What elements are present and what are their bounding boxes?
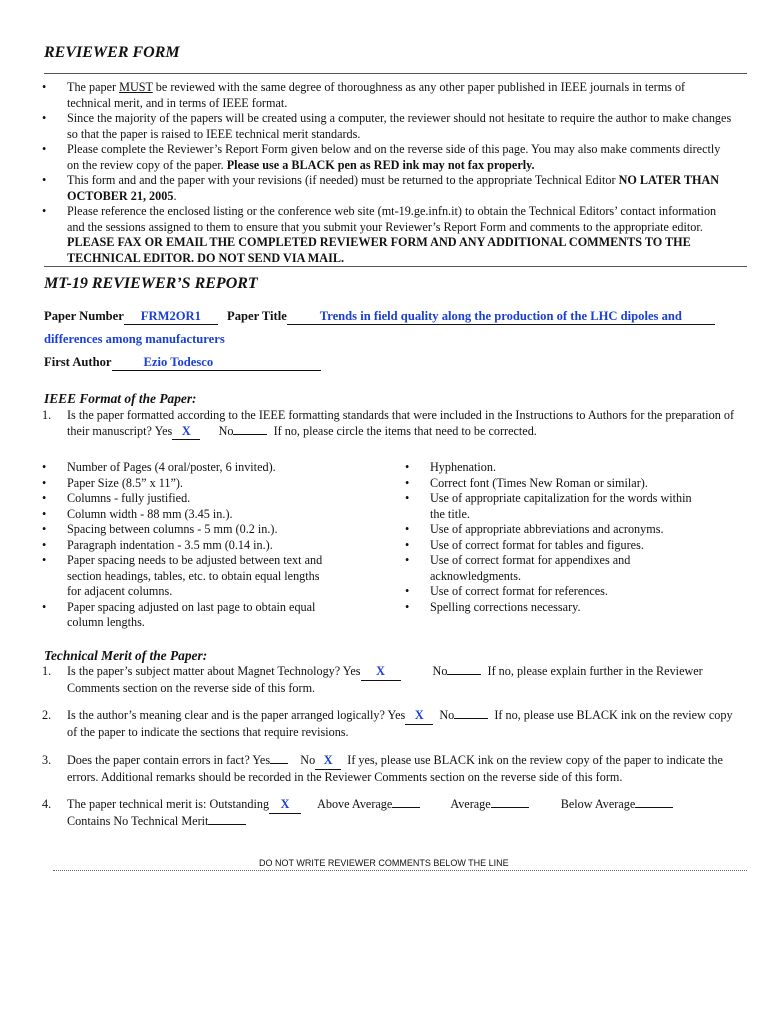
list-item: • Number of Pages (4 oral/poster, 6 invited).: [42, 460, 276, 474]
merit-question-2: 2. Is the author’s meaning clear and is the paper arranged logically? Yes X No If no, please use BLACK ink on the review copy of the paper to indicate the sections that require revisions.: [42, 708, 733, 739]
list-item: • Correct font (Times New Roman or similar).: [405, 475, 648, 490]
comments-divider-line: [53, 870, 747, 871]
list-item: • Spacing between columns - 5 mm (0.2 in.).: [42, 522, 278, 536]
ieee-format-heading: IEEE Format of the Paper:: [44, 391, 197, 406]
list-item: • Paragraph indentation - 3.5 mm (0.14 in.).: [42, 537, 273, 552]
merit-question-3: 3. Does the paper contain errors in fact? Yes No X If yes, please use BLACK ink on the review copy of the paper to indicate the errors. Additional remarks should be recorded in the Reviewer Comments section on the reverse side of this form.: [42, 753, 723, 784]
merit-above-average-field[interactable]: [392, 807, 420, 808]
list-item: • Column width - 88 mm (3.45 in.).: [42, 506, 233, 521]
footer-note: DO NOT WRITE REVIEWER COMMENTS BELOW THE LINE: [259, 858, 509, 868]
first-author-label: First Author: [44, 355, 112, 369]
paper-number-row: [44, 309, 218, 325]
list-item: • Use of correct format for tables and figures.: [405, 537, 644, 552]
paper-title-label: Paper Title: [227, 309, 287, 323]
list-item: • Paper spacing adjusted on last page to obtain equal column lengths.: [42, 599, 316, 629]
instruction-4: • This form and and the paper with your revisions (if needed) must be returned to the appropriate Technical Editor NO LATER THAN OCTOBER 21, 2005.: [42, 173, 720, 203]
list-item: • Use of correct format for appendixes and acknowledgments.: [405, 553, 631, 583]
instruction-3: • Please complete the Reviewer’s Report Form given below and on the reverse side of this page. You may also make comments directly on the review copy of the paper. Please use a BLACK pen as RED ink may not fax properly.: [42, 142, 721, 172]
list-item: • Paper Size (8.5” x 11”).: [42, 475, 183, 490]
merit-average-field[interactable]: [491, 807, 529, 808]
report-title: MT-19 REVIEWER’S REPORT: [44, 275, 258, 292]
paper-number-field[interactable]: FRM2OR1: [124, 309, 218, 325]
format-q1-yes-field[interactable]: X: [172, 424, 200, 441]
merit-question-4: 4. The paper technical merit is: Outstanding X Above Average Average Below Average Contains No Technical Merit: [42, 797, 742, 829]
paper-title-field[interactable]: Trends in field quality along the production of the LHC dipoles and: [287, 309, 715, 325]
instruction-2: • Since the majority of the papers will be created using a computer, the reviewer should not hesitate to require the author to make changes so that the paper is raised to IEEE technical merit standards.: [42, 111, 732, 141]
title-rule: [44, 73, 747, 74]
list-item: • Spelling corrections necessary.: [405, 599, 581, 614]
merit-below-average-field[interactable]: [635, 807, 673, 808]
paper-number-label: Paper Number: [44, 309, 124, 323]
format-question-1: 1. Is the paper formatted according to the IEEE formatting standards that were included in the Instructions to Authors for the preparation of their manuscript? Yes X No If no, please circle the items that need to be corrected.: [42, 408, 742, 440]
format-items-right: [405, 460, 705, 615]
report-rule: [44, 266, 747, 267]
merit-q1-no-field[interactable]: [447, 674, 481, 675]
merit-q2-yes-field[interactable]: X: [405, 708, 433, 725]
format-items-left: [42, 460, 332, 631]
paper-title-row: [227, 309, 715, 325]
technical-merit-heading: Technical Merit of the Paper:: [44, 648, 208, 663]
instruction-5: • Please reference the enclosed listing or the conference web site (mt-19.ge.infn.it) to obtain the Technical Editors’ contact information and the sessions assigned to them to ensure that you submit your Reviewer’s Report Form and comments to the appropriate editor. PLEASE FAX OR EMAIL THE COMPLETED REVIEWER FORM AND ANY ADDITIONAL COMMENTS TO THE TECHNICAL EDITOR. DO NOT SEND VIA MAIL.: [42, 204, 717, 265]
merit-no-merit-field[interactable]: [208, 824, 246, 825]
first-author-row: [44, 355, 321, 371]
instruction-1: • The paper MUST be reviewed with the same degree of thoroughness as any other paper published in IEEE journals in terms of technical merit, and in terms of IEEE format.: [42, 80, 686, 110]
merit-q1-yes-field[interactable]: X: [361, 664, 401, 681]
first-author-field[interactable]: Ezio Todesco: [112, 355, 321, 371]
merit-q3-yes-field[interactable]: [270, 763, 288, 764]
merit-q2-no-field[interactable]: [454, 718, 488, 719]
paper-title-continued[interactable]: differences among manufacturers: [44, 332, 225, 346]
format-q1-no-field[interactable]: [233, 434, 267, 435]
list-item: • Use of appropriate capitalization for the words within the title.: [405, 491, 692, 521]
form-title: REVIEWER FORM: [44, 44, 180, 61]
list-item: • Use of correct format for references.: [405, 584, 608, 598]
merit-q3-no-field[interactable]: X: [315, 753, 341, 770]
list-item: • Hyphenation.: [405, 460, 497, 474]
merit-outstanding-field[interactable]: X: [269, 797, 301, 814]
list-item: • Columns - fully justified.: [42, 491, 191, 505]
list-item: • Use of appropriate abbreviations and acronyms.: [405, 522, 664, 536]
merit-question-1: 1. Is the paper’s subject matter about Magnet Technology? Yes X No If no, please explain further in the Reviewer Comments section on the reverse side of this form.: [42, 664, 703, 695]
list-item: • Paper spacing needs to be adjusted between text and section headings, tables, etc. to obtain equal lengths for adjacent columns.: [42, 553, 323, 598]
